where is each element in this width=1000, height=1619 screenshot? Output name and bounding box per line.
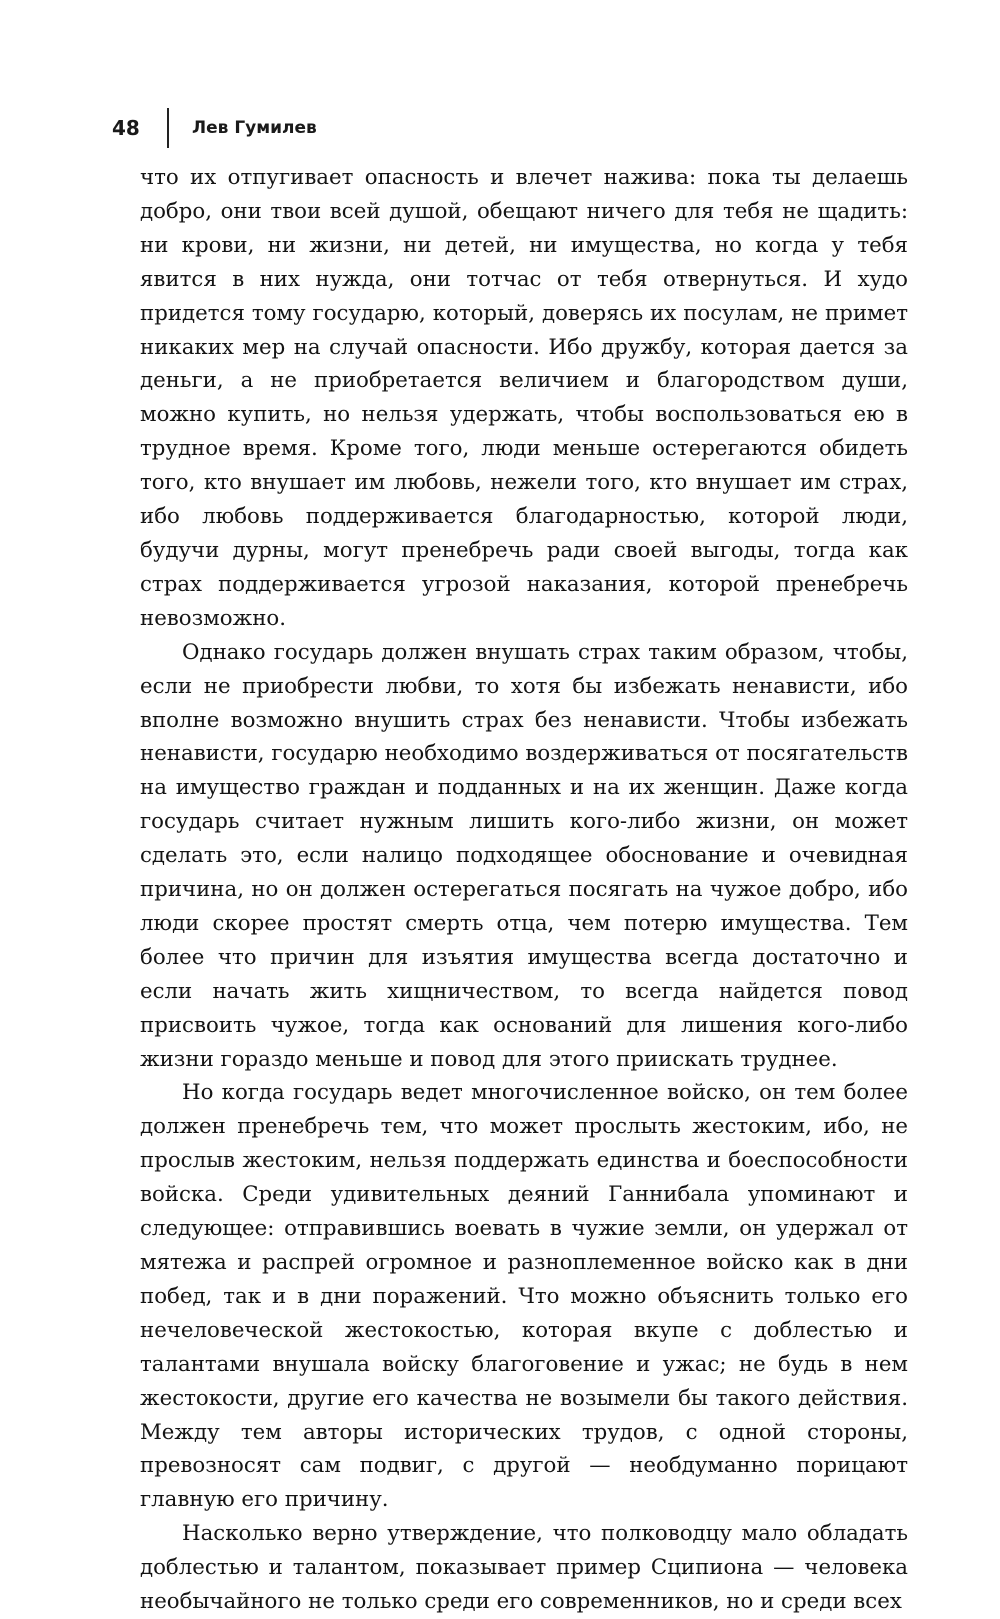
paragraph: Но когда государь ведет многочисленное войско, он тем более должен пренебречь тем, что может прослыть жестоким, ибо, не прослыв жестоким, нельзя поддержать единства и боеспособности войска. Среди удивительных деяний Ганнибала упоминают и следующее: отправившись воевать в чужие земли, он удержал от мятежа и распрей огромное и разноплеменное войско как в дни побед, так и в дни поражений. Что можно объяснить только его нечеловеческой жестокостью, которая вкупе с доблестью и талантами внушала войску благоговение и ужас; не будь в нем жестокости, другие его качества не возымели бы такого действия. Между тем авторы исторических трудов, с одной стороны, превозносят сам подвиг, с другой — необдуманно порицают главную его причину. [140, 1080, 908, 1513]
paragraph: Насколько верно утверждение, что полководцу мало обладать доблестью и талантом, показывает пример Сципиона — человека необычайного не только среди его современников, но и среди всех [140, 1521, 908, 1615]
running-head-author: Лев Гумилев [192, 118, 317, 138]
header-divider [167, 108, 169, 148]
paragraph-continued: что их отпугивает опасность и влечет нажива: пока ты делаешь добро, они твои всей душой, обещают ничего для тебя не щадить: ни крови, ни жизни, ни детей, ни имущества, но когда у тебя явится в них нужда, они тотчас от тебя отвернуться. И худо придется тому государю, который, доверясь их посулам, не примет никаких мер на случай опасности. Ибо дружбу, которая дается за деньги, а не приобретается величием и благородством души, можно купить, но нельзя удержать, чтобы воспользоваться ею в трудное время. Кроме того, люди меньше остерегаются обидеть того, кто внушает им любовь, нежели того, кто внушает им страх, ибо любовь поддерживается благодарностью, которой люди, будучи дурны, могут пренебречь ради своей выгоды, тогда как страх поддерживается угрозой наказания, которой пренебречь невозможно. [140, 165, 908, 631]
body-text [140, 161, 908, 1619]
page-header [112, 108, 512, 148]
paragraph: Однако государь должен внушать страх таким образом, чтобы, если не приобрести любви, то хотя бы избежать ненависти, ибо вполне возможно внушить страх без ненависти. Чтобы избежать ненависти, государю необходимо воздерживаться от посягательств на имущество граждан и подданных и на их женщин. Даже когда государь считает нужным лишить кого-либо жизни, он может сделать это, если налицо подходящее обоснование и очевидная причина, но он должен остерегаться посягать на чужое добро, ибо люди скорее простят смерть отца, чем потерю имущества. Тем более что причин для изъятия имущества всегда достаточно и если начать жить хищничеством, то всегда найдется повод присвоить чужое, тогда как оснований для лишения кого-либо жизни гораздо меньше и повод для этого приискать труднее. [140, 639, 908, 1072]
page-number: 48 [112, 116, 140, 140]
